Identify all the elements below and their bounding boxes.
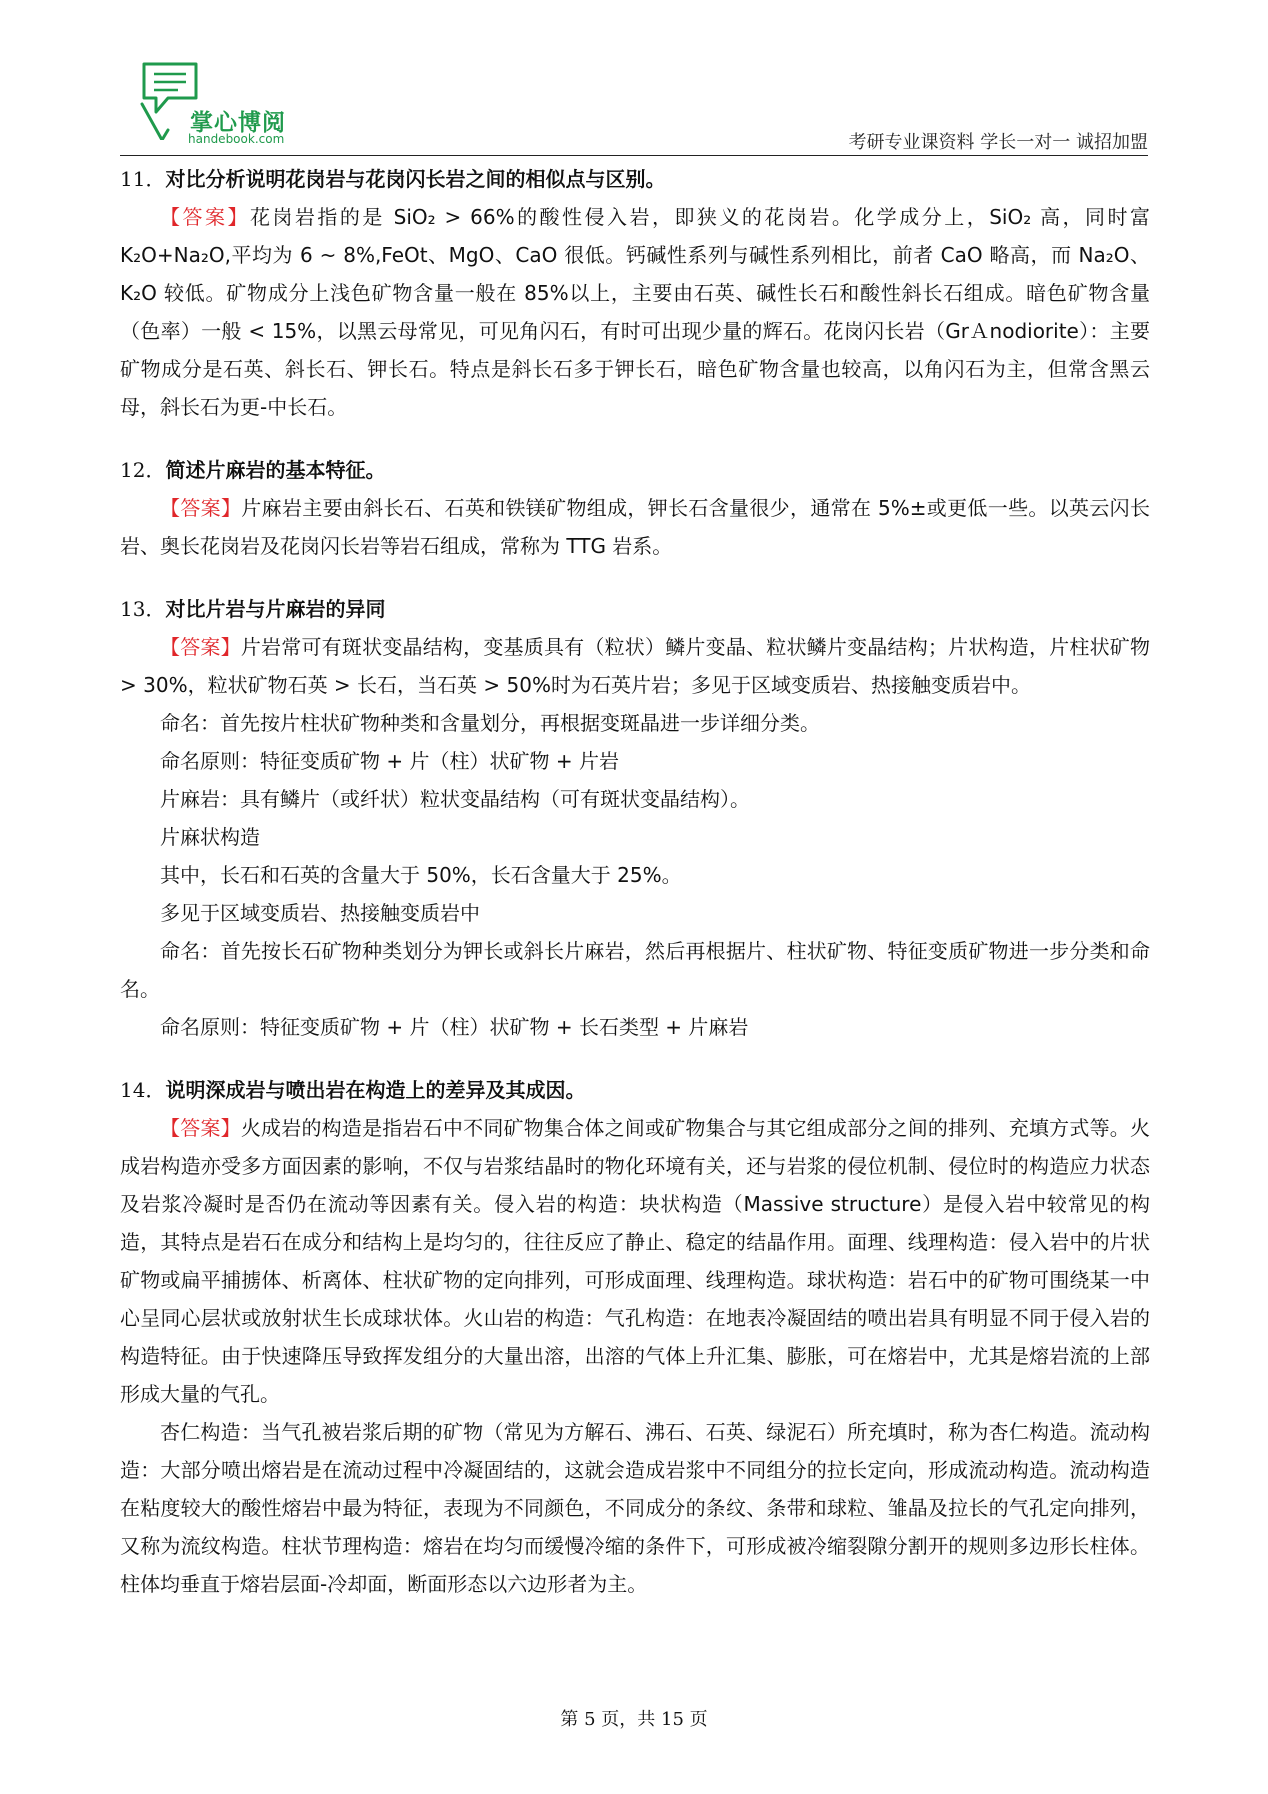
question-13-line: 片麻状构造 [160, 825, 260, 849]
page-header [120, 56, 1148, 156]
question-11-answer: 【答案】花岗岩指的是 SiO₂ > 66%的酸性侵入岩，即狭义的花岗岩。化学成分上，SiO₂ 高，同时富 K₂O+Na₂O,平均为 6 ~ 8%,FeOt、MgO、CaO 很低。钙碱性系列与碱性系列相比，前者 CaO 略高，而 Na₂O、K₂O 较低。矿物成分上浅色矿物含量一般在 85%以上，主要由石英、碱性长石和酸性斜长石组成。暗色矿物含量（色率）一般 < 15%，以黑云母常见，可见角闪石，有时可出现少量的辉石。花岗闪长岩（GrＡnodiorite）：主要矿物成分是石英、斜长石、钾长石。特点是斜长石多于钾长石，暗色矿物含量也较高，以角闪石为主，但常含黑云母，斜长石为更-中长石。 [120, 205, 1150, 419]
answer-label: 【答案】 [160, 1116, 241, 1140]
logo [138, 60, 388, 152]
question-12-answer: 【答案】片麻岩主要由斜长石、石英和铁镁矿物组成，钾长石含量很少，通常在 5%±或更低一些。以英云闪长岩、奥长花岗岩及花岗闪长岩等岩石组成，常称为 TTG 岩系。 [120, 496, 1151, 558]
question-13-line: 多见于区域变质岩、热接触变质岩中 [160, 901, 480, 925]
question-14-answer: 【答案】火成岩的构造是指岩石中不同矿物集合体之间或矿物集合与其它组成部分之间的排列、充填方式等。火成岩构造亦受多方面因素的影响，不仅与岩浆结晶时的物化环境有关，还与岩浆的侵位机制、侵位时的构造应力状态及岩浆冷凝时是否仍在流动等因素有关。侵入岩的构造：块状构造（Massive structure）是侵入岩中较常见的构造，其特点是岩石在成分和结构上是均匀的，往往反应了静止、稳定的结晶作用。面理、线理构造：侵入岩中的片状矿物或扁平捕掳体、析离体、柱状矿物的定向排列，可形成面理、线理构造。球状构造：岩石中的矿物可围绕某一中心呈同心层状或放射状生长成球状体。火山岩的构造：气孔构造：在地表冷凝固结的喷出岩具有明显不同于侵入岩的构造特征。由于快速降压导致挥发组分的大量出溶，出溶的气体上升汇集、膨胀，可在熔岩中，尤其是熔岩流的上部形成大量的气孔。 [120, 1116, 1151, 1406]
page-number: 第 5 页，共 15 页 [560, 1709, 708, 1730]
question-12-title: 12．简述片麻岩的基本特征。 [120, 458, 386, 482]
question-13-answer: 【答案】片岩常可有斑状变晶结构，变基质具有（粒状）鳞片变晶、粒状鳞片变晶结构；片状构造，片柱状矿物 > 30%，粒状矿物石英 > 长石，当石英 > 50%时为石英片岩；多见于区域变质岩、热接触变质岩中。 [120, 635, 1151, 697]
question-13-line: 命名：首先按片柱状矿物种类和含量划分，再根据变斑晶进一步详细分类。 [160, 711, 820, 735]
question-14-answer-continued: 杏仁构造：当气孔被岩浆后期的矿物（常见为方解石、沸石、石英、绿泥石）所充填时，称为杏仁构造。流动构造：大部分喷出熔岩是在流动过程中冷凝固结的，这就会造成岩浆中不同组分的拉长定向，形成流动构造。流动构造在粘度较大的酸性熔岩中最为特征，表现为不同颜色，不同成分的条纹、条带和球粒、雏晶及拉长的气孔定向排列，又称为流纹构造。柱状节理构造：熔岩在均匀而缓慢冷缩的条件下，可形成被冷缩裂隙分割开的规则多边形长柱体。柱体均垂直于熔岩层面-冷却面，断面形态以六边形者为主。 [120, 1420, 1150, 1596]
header-divider [120, 155, 1148, 156]
answer-label: 【答案】 [160, 205, 250, 229]
question-13-line: 命名原则：特征变质矿物 + 片（柱）状矿物 + 长石类型 + 片麻岩 [160, 1015, 749, 1039]
question-13-line: 命名：首先按长石矿物种类划分为钾长或斜长片麻岩，然后再根据片、柱状矿物、特征变质矿物进一步分类和命名。 [120, 939, 1150, 1001]
logo-url: handebook.com [188, 132, 285, 146]
question-11-title: 11．对比分析说明花岗岩与花岗闪长岩之间的相似点与区别。 [120, 167, 666, 191]
answer-label: 【答案】 [160, 496, 242, 520]
header-tagline: 考研专业课资料 学长一对一 诚招加盟 [848, 132, 1148, 153]
question-13-line: 片麻岩：具有鳞片（或纤状）粒状变晶结构（可有斑状变晶结构）。 [160, 787, 750, 811]
question-13-line: 命名原则：特征变质矿物 + 片（柱）状矿物 + 片岩 [160, 749, 619, 773]
question-13-title: 13．对比片岩与片麻岩的异同 [120, 597, 386, 621]
answer-label: 【答案】 [160, 635, 241, 659]
question-14-title: 14．说明深成岩与喷出岩在构造上的差异及其成因。 [120, 1078, 586, 1102]
page-content [120, 160, 1150, 1603]
logo-title: 掌心博阅 [190, 110, 286, 136]
question-13-line: 其中，长石和石英的含量大于 50%，长石含量大于 25%。 [160, 863, 682, 887]
